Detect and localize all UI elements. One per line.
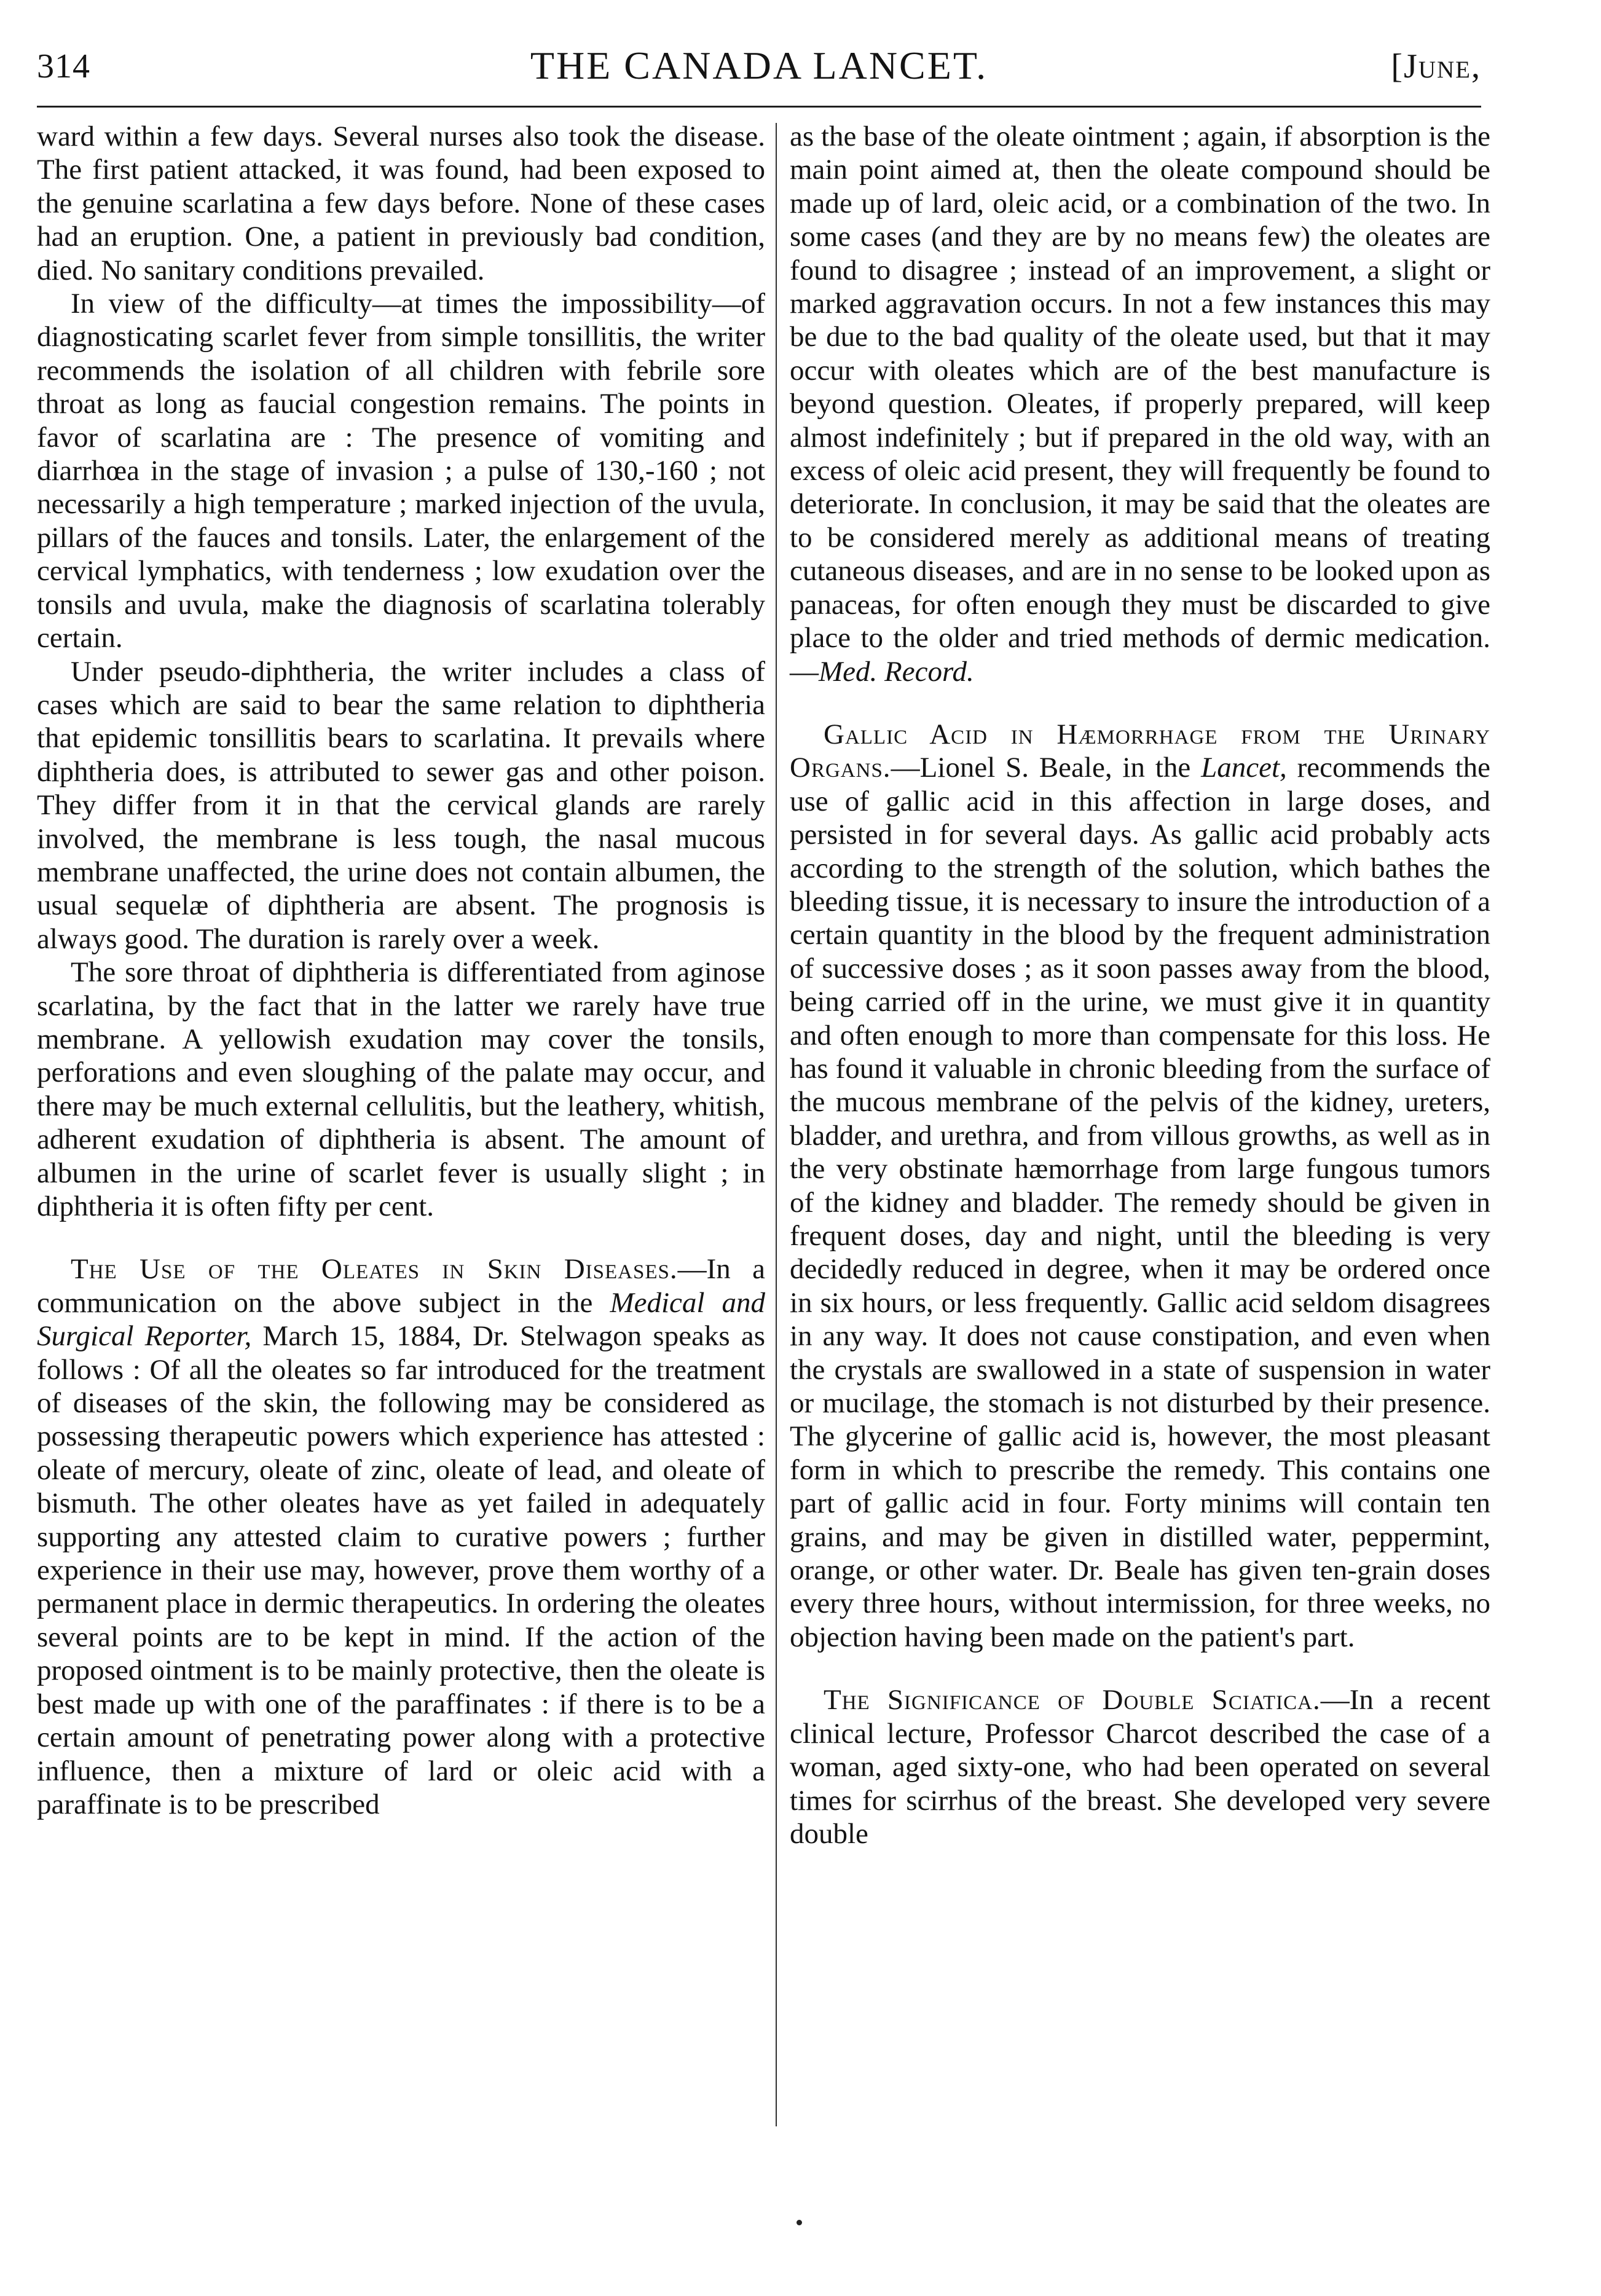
print-speck — [797, 2220, 802, 2225]
oleates-journal: Medical and Surgical Reporter, — [37, 1286, 765, 1353]
pseudo-diphtheria-paragraph: Under pseudo-diphtheria, the writer includes a class of cases which are said to bear the same relation to diphtheria that epidemic tonsillitis bears to scarlatina. It prevails where diphtheria does, is attributed to sewer gas and other poison. They differ from it in that the cervical glands are rarely involved, the membrane is less tough, the nasal mucous membrane unaffected, the urine does not contain albumen, the usual sequelæ of diphtheria are absent. The prognosis is always good. The duration is rarely over a week. — [37, 655, 765, 955]
oleates-continuation-text: as the base of the oleate ointment ; again, if absorption is the main point aimed at, then the oleate compound should be made up of lard, oleic acid, or a combination of the two. In some cases (and they are by no means few) the oleates are found to disagree ; instead of an improvement, a slight or marked aggravation occurs. In not a few instances this may be due to the bad quality of the oleate used, but that it may occur with oleates which are of the best manufacture is beyond question. Oleates, if properly prepared, will keep almost indefinitely ; but if prepared in the old way, with an excess of oleic acid present, they will frequently be found to deteriorate. In conclusion, it may be said that the oleates are to be considered merely as additional means of treating cutaneous diseases, and are in no sense to be looked upon as panaceas, for often enough they must be discarded to give place to the older and tried methods of dermic medication.— — [790, 120, 1490, 688]
oleates-heading: The Use of the Oleates in Skin Diseases. — [71, 1253, 678, 1286]
oleates-continuation — [790, 120, 1490, 688]
issue-month: [June, — [1391, 47, 1481, 85]
oleates-text-1: —In a communication on the above subject in the — [37, 1253, 765, 1319]
page-number: 314 — [37, 47, 90, 85]
page-header — [37, 43, 1481, 98]
oleates-source: Med. Record. — [819, 655, 974, 688]
sciatica-heading: The Significance of Double Sciatica. — [824, 1684, 1321, 1716]
scarlatina-paragraph-1: ward within a few days. Several nurses also took the disease. The first patient attacked, it was found, had been exposed to the genuine scarlatina a few days before. None of these cases had an eruption. One, a patient in previously bad condition, died. No sanitary conditions prevailed. — [37, 120, 765, 286]
oleates-text-2: March 15, 1884, Dr. Stelwagon speaks as follows : Of all the oleates so far introduced for the treatment of diseases of the skin, the following may be considered as possessing therapeutic powers which experience has attested : oleate of mercury, oleate of zinc, oleate of lead, and oleate of bismuth. The other oleates have as yet failed in adequately supporting any attested claim to curative powers ; further experience in their use may, however, prove them worthy of a permanent place in dermic therapeutics. In ordering the oleates several points are to be kept in mind. If the action of the proposed ointment is to be mainly protective, then the oleate is best made up with one of the paraffinates : if there is to be a certain amount of penetrating power along with a protective influence, then a mixture of lard or oleic acid with a paraffinate is to be prescribed — [37, 1320, 765, 1820]
gallic-acid-text-2: recommends the use of gallic acid in this affection in large doses, and persisted in for several days. As gallic acid probably acts according to the strength of the solution, which bathes the bleeding tissue, it is necessary to insure the introduction of a certain quantity in the blood by the frequent administration of successive doses ; as it soon passes away from the blood, being carried off in the urine, we must give it in quantity and often enough to more than compensate for this loss. He has found it valuable in chronic bleeding from the surface of the mucous membrane of the pelvis of the kidney, ureters, bladder, and urethra, and from villous growths, as well as in the very obstinate hæmorrhage from large fungous tumors of the kidney and bladder. The remedy should be given in frequent doses, day and night, until the bleeding is very decidedly reduced in degree, when it may be ordered once in six hours, or less frequently. Gallic acid seldom disagrees in any way. It does not cause constipation, and even when the crystals are swallowed in a state of suspension in water or mucilage, the stomach is not disturbed by their presence. The glycerine of gallic acid is, however, the most pleasant form in which to prescribe the remedy. This contains one part of gallic acid in four. Forty minims will contain ten grains, and may be given in distilled water, peppermint, orange, or other water. Dr. Beale has given ten-grain doses every three hours, without intermission, for three weeks, no objection having been made on the patient's part. — [790, 752, 1490, 1653]
diphtheria-paragraph: The sore throat of diphtheria is differentiated from aginose scarlatina, by the fact that in the latter we rarely have true membrane. A yellowish exudation may cover the tonsils, perforations and even sloughing of the palate may occur, and there may be much external cellulitis, but the leathery, whitish, adherent exudation of diphtheria is absent. The amount of albumen in the urine of scarlet fever is usually slight ; in diphtheria it is often fifty per cent. — [37, 956, 765, 1222]
left-column — [37, 120, 765, 2173]
gallic-acid-article — [790, 718, 1490, 1654]
sciatica-article — [790, 1683, 1490, 1850]
gallic-acid-heading: Gallic Acid in Hæmorrhage from the Urinary Organs. — [790, 718, 1490, 784]
sciatica-text: —In a recent clinical lecture, Professor Charcot described the case of a woman, aged sixty-one, who had been operated on several times for scirrhus of the breast. She developed very severe double — [790, 1684, 1490, 1850]
gallic-acid-journal: Lancet, — [1201, 752, 1287, 784]
column-divider — [776, 123, 777, 2126]
gallic-acid-text-1: —Lionel S. Beale, in the — [891, 752, 1202, 784]
journal-title: THE CANADA LANCET. — [530, 44, 988, 87]
scarlatina-paragraph-2: In view of the difficulty—at times the impossibility—of diagnosticating scarlet fever from simple tonsillitis, the writer recommends the isolation of all children with febrile sore throat as long as faucial congestion remains. The points in favor of scarlatina are : The presence of vomiting and diarrhœa in the stage of invasion ; a pulse of 130,-160 ; not necessarily a high temperature ; marked injection of the uvula, pillars of the fauces and tonsils. Later, the enlargement of the cervical lymphatics, with tenderness ; low exudation over the tonsils and uvula, make the diagnosis of scarlatina tolerably certain. — [37, 288, 765, 655]
oleates-article — [37, 1252, 765, 1821]
right-column — [790, 120, 1490, 2173]
header-rule — [37, 106, 1481, 108]
